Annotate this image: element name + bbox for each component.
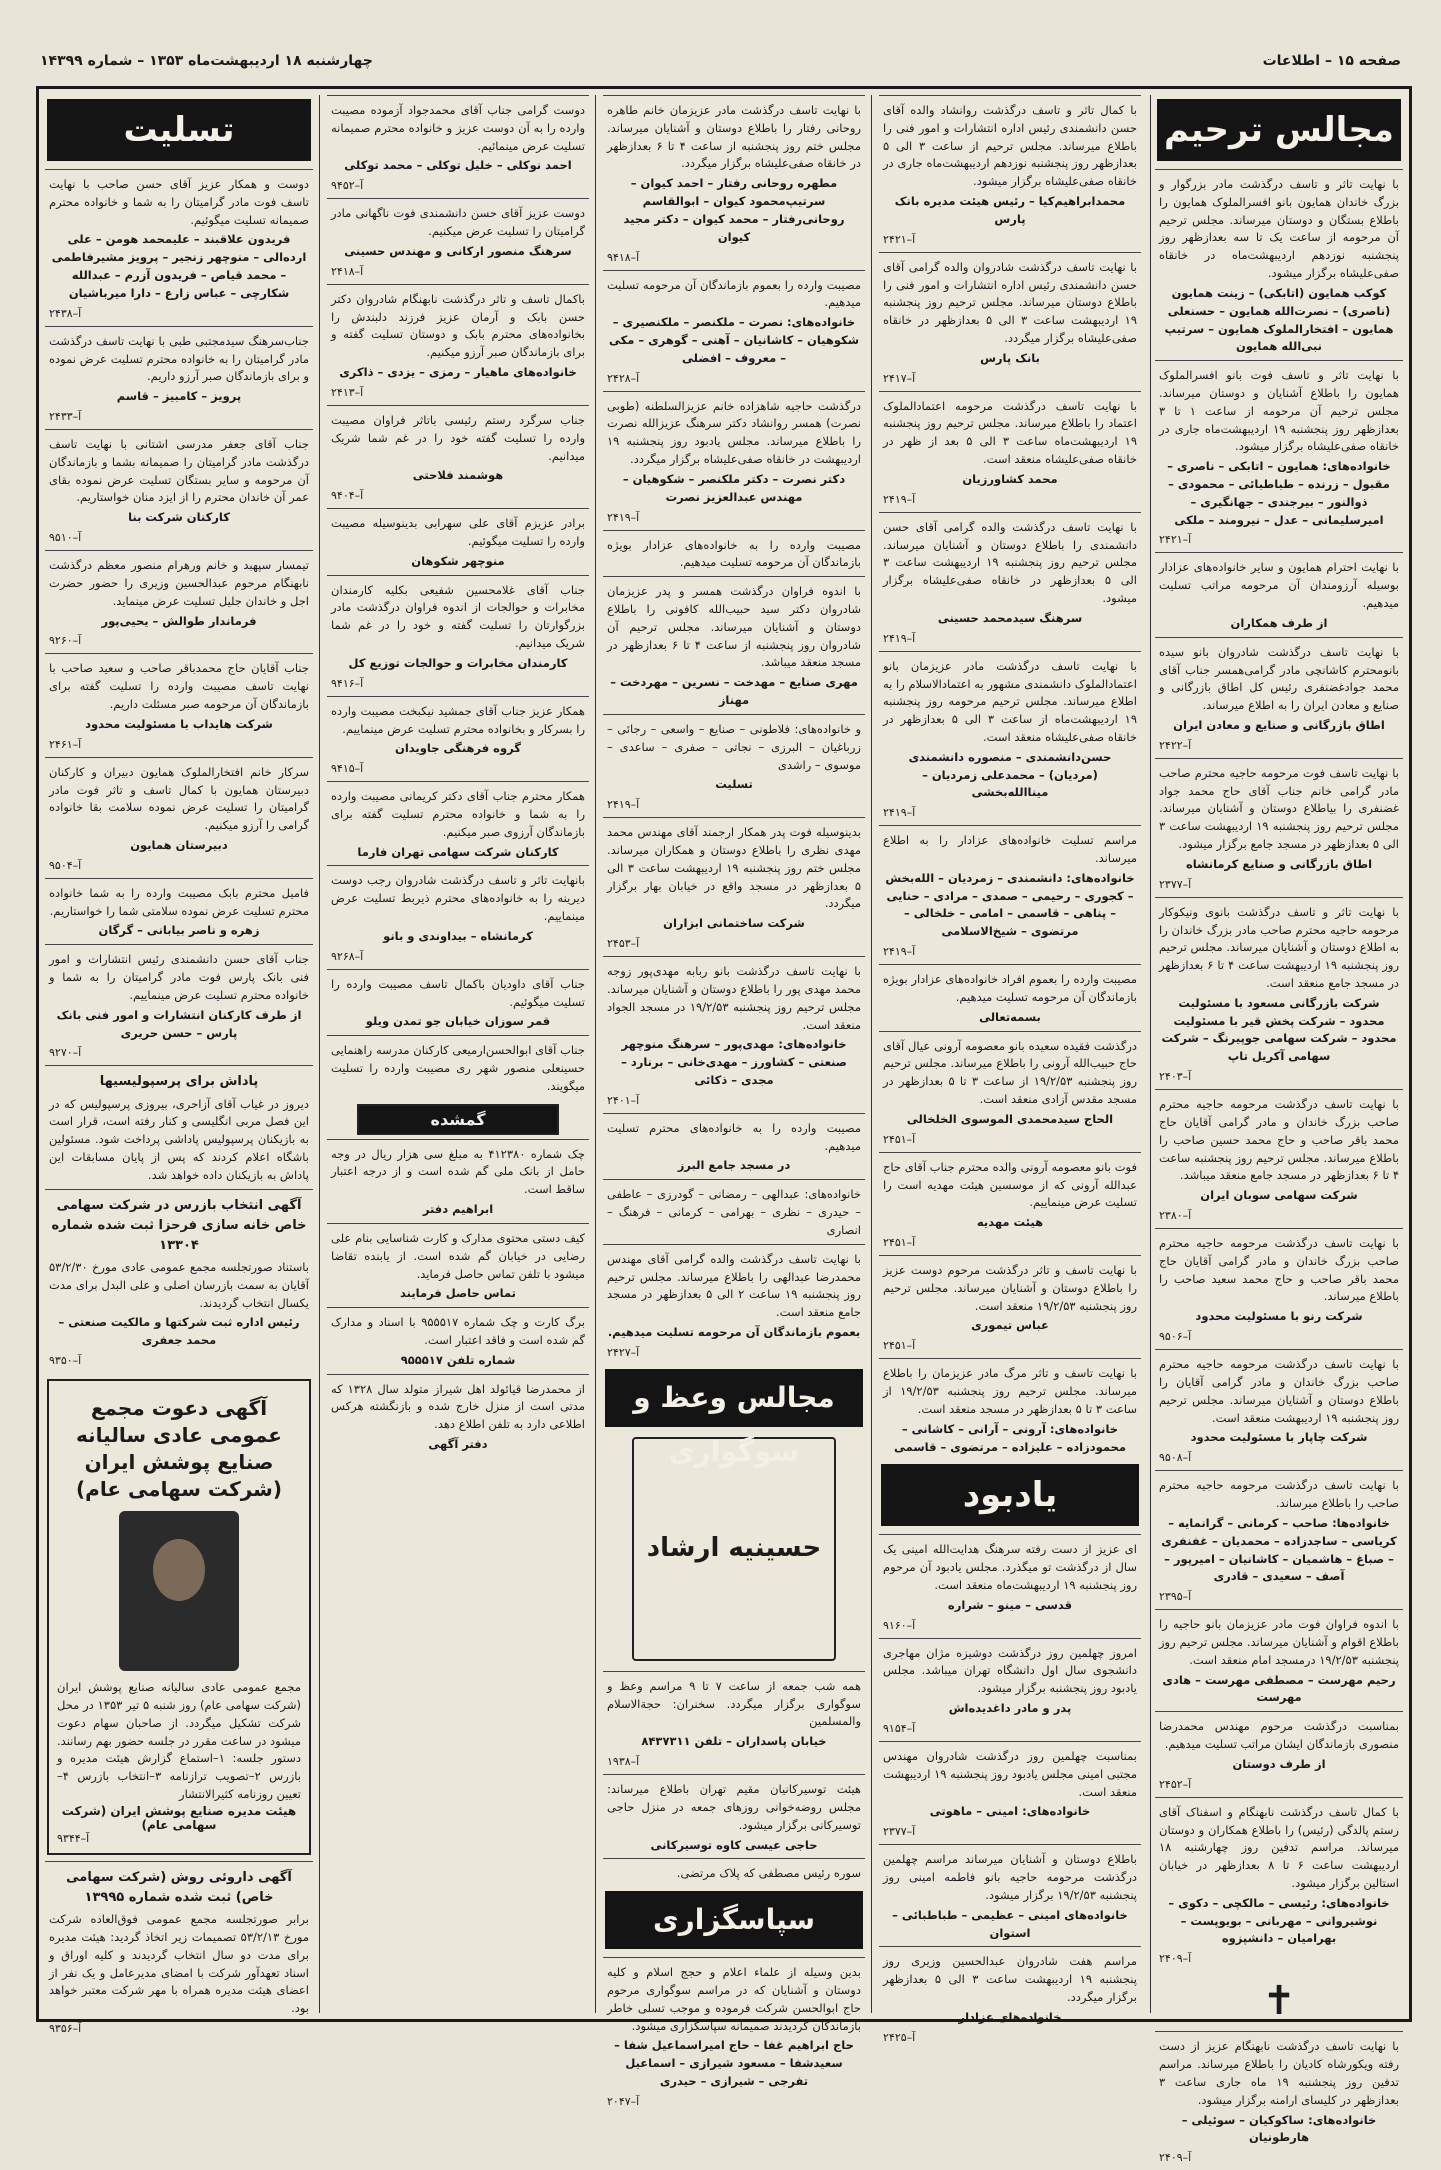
notice: ای عزیز از دست رفته سرهنگ هدایت‌الله امینی یک سال از درگذشت تو میگذرد. مجلس یادبود آن مرحوم روز پنجشنبه ۱۹ اردیبهشت‌ماه منعقد است. قدسی – مینو – شراره آ–۹۱۶۰ (879, 1534, 1141, 1637)
section-title-thanks: سپاسگزاری (605, 1891, 863, 1949)
notice: بدین وسیله از علماء اعلام و حجج اسلام و کلیه دوستان و آشنایان که در مراسم سوگواری مرحوم حاج ابوالحسن شرکت فرموده و موجب تسلی خاطر بازماندگان گردیدند صمیمانه سپاسگزاری میشود. حاج ابراهیم غفا – حاج امیراسماعیل شفا – سعیدشفا – مسعود شیرازی – اسماعیل تفرجی – شیرازی – حیدری آ–۲۰۴۷ (603, 1957, 865, 2114)
notice: با نهایت تاسف درگذشت مرحومه حاجیه محترم صاحب بزرگ خاندان و مادر گرامی آقایان را باطلاع دوستان و آشنایان میرساند. مجلس ترحیم روز پنجشنبه ۱۹ اردیبهشت منعقد است. شرکت چاپار با مسئولیت محدود آ–۹۵۰۸ (1155, 1349, 1403, 1470)
notice: جناب آقای جعفر مدرسی اشتانی با نهایت تاسف درگذشت مادر گرامیتان را صمیمانه بشما و بازماندگان آن مرحومه و سایر بستگان تسلیت عرض نموده بقای عمر آن خاندان محترم را از ایزد منان خواستاریم. کارکنان شرکت بنا آ–۹۵۱۰ (45, 429, 313, 550)
page-header (40, 46, 1401, 76)
notice: با نهایت تاسف درگذشت والده گرامی آقای حسن دانشمندی را باطلاع دوستان و آشنایان میرساند. مجلس ترحیم روز پنجشنبه ۱۹ اردیبهشت ساعت ۳ الی ۵ بعدازظهر در خانقاه صفی‌علیشاه برگزار میشود. سرهنگ سیدمحمد حسینی آ–۲۴۱۹ (879, 512, 1141, 651)
notice: باطلاع دوستان و آشنایان میرساند مراسم چهلمین درگذشت مرحومه حاجیه بانو فاطمه امینی روز پنجشنبه ۱۹/۲/۵۳ برگزار میشود. خانواده‌های امینی – عظیمی – طباطبائی – استوان (879, 1844, 1141, 1946)
notice: از محمدرضا قیائولد اهل شیراز متولد سال ۱۳۲۸ که مدتی است از منزل خارج شده و بازنگشته هرکس اطلاعی دارد به تلفن اطلاع دهد. دفتر آگهی (327, 1374, 589, 1458)
notice: مصیبت وارده را به خانواده‌های محترم تسلیت میدهیم. در مسجد جامع البرز (603, 1113, 865, 1179)
notice: با نهایت تاسف درگذشت مرحومه حاجیه محترم صاحب بزرگ خاندان و مادر گرامی آقایان حاج محمد باقر صاحب و حاج محمد حسین صاحب را باطلاع میرساند. مجلس ترحیم روز پنجشنبه ساعت ۴ تا ۶ بعدازظهر در مسجد جامع منعقد میباشد. شرکت سهامی سوبان ایران آ–۲۳۸۰ (1155, 1089, 1403, 1228)
notice: جناب آقای غلامحسین شفیعی بکلیه کارمندان مخابرات و حوالجات از اندوه فراوان درگذشت مادر بزرگوارتان را تسلیت گفته و خود را در غم شما شریک میدانیم. کارمندان مخابرات و حوالجات توزیع کل آ–۹۴۱۶ (327, 575, 589, 696)
column-condolences-2 (327, 95, 589, 2013)
calligraphy-emblem: حسینیه ارشاد (632, 1437, 836, 1661)
notice: درگذشت حاجیه شاهزاده خانم عزیزالسلطنه (طوبی نصرت) همسر روانشاد دکتر سرهنگ عزیزالله نصرت را باطلاع میرساند. مجلس یادبود روز پنجشنبه ۱۹ اردیبهشت در خانقاه صفی‌علیشاه برگزار میگردد. دکتر نصرت – دکتر ملکنصر – شکوهیان – مهندس عبدالعزیز نصرت آ–۲۴۱۹ (603, 391, 865, 530)
page-number: صفحه ۱۵ – اطلاعات (1262, 53, 1401, 69)
notice: با نهایت تاسف درگذشت والده گرامی آقای مهندس محمدرضا عبدالهی را باطلاع میرساند. مجلس ترحیم روز پنجشنبه ۱۹ ساعت ۲ الی ۵ بعدازظهر در مسجد جامع منعقد است. بعموم بازماندگان آن مرحومه تسلیت میدهیم. آ–۲۴۲۷ (603, 1244, 865, 1365)
column-memorials (1155, 95, 1403, 2165)
column-notices-3 (603, 95, 865, 2108)
notice: هیئت توسیرکانیان مقیم تهران باطلاع میرساند: مجلس روضه‌خوانی روزهای جمعه در منزل حاجی توسیرکانی برگزار میشود. حاجی عیسی کاوه توسیرکانی (603, 1774, 865, 1858)
notice: امروز چهلمین روز درگذشت دوشیزه مژان مهاجری دانشجوی سال اول دانشگاه تهران میباشد. مجلس یادبود روز پنجشنبه برگزار میشود. پدر و مادر داغدیده‌اش آ–۹۱۵۴ (879, 1638, 1141, 1741)
notice: با نهایت تاسف فوت مرحومه حاجیه محترم صاحب مادر گرامی خانم جناب آقای حاج محمد جواد غضنفری را بیاطلاع دوستان و آشنایان میرساند. مجلس ترحیم روز پنجشنبه ۱۹ اردیبهشت ساعت ۳ الی ۵ بعدازظهر در مسجد جامع برگزار میشود. اطاق بازرگانی و صنایع کرمانشاه آ–۲۳۷۷ (1155, 758, 1403, 897)
column-notices-2 (879, 95, 1141, 2044)
notice: با اندوه فراوان فوت مادر عزیزمان بانو حاجیه را باطلاع اقوام و آشنایان میرساند. مجلس ترحیم روز پنجشنبه ۱۹/۲/۵۳ درمسجد امام منعقد است. رحیم مهرست – مصطفی مهرست – هادی مهرست (1155, 1609, 1403, 1711)
notice: با کمال تاثر و تاسف درگذشت روانشاد والده آقای حسن دانشمندی رئیس اداره انتشارات و امور فنی را باطلاع میرساند. مجلس ترحیم از ساعت ۳ الی ۵ بعدازظهر روز پنجشنبه نوزدهم اردیبهشت‌ماه جاری در خانقاه صفی‌علیشاه برگزار میشود. محمدابراهیم‌کیا – رئیس هیئت مدیره بانک پارس آ–۲۴۲۱ (879, 95, 1141, 252)
notice: مصیبت وارده را به خانواده‌های عزادار بویژه بازماندگان آن مرحومه تسلیت میدهیم. (603, 530, 865, 577)
notice: بانهایت تاثر و تاسف درگذشت شادروان رجب دوست دیرینه را به خانواده‌های محترم ذیربط تسلیت عرض مینماییم. کرمانشاه – بیداوندی و بانو آ–۹۲۶۸ (327, 865, 589, 968)
notice: با نهایت تاثر و تاسف درگذشت بانوی ونیکوکار مرحومه حاجیه محترم صاحب مادر بزرگ خاندان را به اطلاع دوستان و آشنایان میرساند. مجلس ترحیم روز پنجشنبه ۱۹ اردیبهشت ساعت ۴ تا ۶ بعدازظهر در مسجد جامع منعقد است. شرکت بازرگانی مسعود با مسئولیت محدود – شرکت پخش قیر با مسئولیت محدود – شرکت سهامی جوپیرنگ – شرکت سهامی آکریل تاپ آ–۲۴۰۳ (1155, 897, 1403, 1089)
notice: فوت بانو معصومه آرونی والده محترم جناب آقای حاج عبدالله آرونی که از موسسین هیئت مهدیه است را تسلیت عرض مینماییم. هیئت مهدیه آ–۲۴۵۱ (879, 1152, 1141, 1255)
ad-title: آگهی دعوت مجمع عمومی عادی سالیانه صنایع پوشش ایران (شرکت سهامی عام) (76, 1396, 282, 1502)
notice: با نهایت تاسف و تاثر مرگ مادر عزیزمان را باطلاع میرساند. مجلس ترحیم روز پنجشنبه ۱۹/۲/۵۳ از ساعت ۳ تا ۵ بعدازظهر در مسجد منعقد است. خانواده‌های: آرونی – آرانی – کاشانی – محمودزاده – علیزاده – مرتضوی – قاسمی (879, 1358, 1141, 1460)
notice: با نهایت تاسف درگذشت مرحومه حاجیه محترم صاحب بزرگ خاندان و مادر گرامی آقایان حاج محمد باقر صاحب و حاج محمد سعید صاحب را باطلاع میرساند. شرکت رنو با مسئولیت محدود آ–۹۵۰۶ (1155, 1228, 1403, 1349)
portrait-photo (119, 1511, 239, 1671)
notice: مراسم تسلیت خانواده‌های عزادار را به اطلاع میرساند. خانواده‌های: دانشمندی – زمردیان – الله‌بخش – کجوری – رحیمی – صمدی – مرادی – حنایی – پناهی – قاسمی – امامی – خلخالی – مرتضوی – شیخ‌الاسلامی آ–۲۴۱۹ (879, 825, 1141, 964)
issue-date: چهارشنبه ۱۸ اردیبهشت‌ماه ۱۳۵۳ – شماره ۱۴۳۹۹ (40, 53, 373, 69)
notice: دوست گرامی جناب آقای محمدجواد آزموده مصیبت وارده را به آن دوست عزیز و خانواده محترم صمیمانه تسلیت عرض مینمائیم. احمد نوکلی – خلیل توکلی – محمد توکلی آ–۹۴۵۲ (327, 95, 589, 198)
notice: دوست و همکار عزیز آقای حسن صاحب با نهایت تاسف فوت مادر گرامیتان را به شما و خانواده محترم صمیمانه تسلیت میگوئیم. فریدون علاقبند – علیمحمد هومن – علی ارده‌الی – منوچهر زنجیر – پرویز مشیرفاطمی – محمد قیاص – فریدون آزرم – عبدالله شکارچی – عباس زارع – دارا میرباشیان آ–۲۴۳۸ (45, 169, 313, 326)
legal-notice: آگهی انتخاب بازرس در شرکت سهامی خاص خانه سازی فرحزا ثبت شده شماره ۱۳۳۰۴ باستناد صورتجلسه مجمع عمومی عادی مورخ ۵۳/۲/۳۰ آقایان به سمت بازرسان اصلی و علی البدل برای مدت یکسال انتخاب گردیدند. رئیس اداره ثبت شرکتها و مالکیت صنعتی – محمد جعفری آ–۹۳۵۰ (45, 1189, 313, 1374)
notice: کیف دستی محتوی مدارک و کارت شناسایی بنام علی رضایی در خیابان گم شده است. از یابنده تقاضا میشود با تلفن تماس حاصل فرماید. تماس حاصل فرمایند (327, 1223, 589, 1307)
notice: دوست عزیز آقای حسن دانشمندی فوت ناگهانی مادر گرامیتان را تسلیت عرض میکنیم. سرهنگ منصور ارکانی و مهندس حسینی آ–۲۴۱۸ (327, 198, 589, 283)
notice: جناب آقای داودیان باکمال تاسف مصیبت وارده را تسلیت میگوئیم. قمر سوزان خیابان جو تمدن ویلو (327, 969, 589, 1035)
notice: با نهایت تاسف درگذشت مرحومه حاجیه محترم صاحب را باطلاع میرساند. خانواده‌ها: صاحب – کرمانی – گرانمایه – کریاسی – ساجدزاده – محمدیان – غفنفری – صباغ – هاشمیان – کاشانیان – امیرپور – آصف – سعیدی – قادری آ–۲۳۹۵ (1155, 1470, 1403, 1609)
column-condolences (45, 95, 313, 2035)
notice: برگ کارت و چک شماره ۹۵۵۵۱۷ با اسناد و مدارک گم شده است و فاقد اعتبار است. شماره تلفن ۹۵۵۵۱۷ (327, 1307, 589, 1373)
notice: با نهایت تاسف و تاثر درگذشت مرحوم دوست عزیز را باطلاع دوستان و آشنایان میرساند. مجلس ترحیم روز پنجشنبه ۱۹/۲/۵۳ منعقد است. عباس تیموری آ–۲۴۵۱ (879, 1255, 1141, 1358)
notice: جناب‌سرهنگ سیدمجتبی طبی با نهایت تاسف درگذشت مادر گرامیتان را به خانواده محترم تسلیت عرض نموده و برای بازماندگان صبر آرزو داریم. پرویز – کامبیز – قاسم آ–۲۴۳۳ (45, 326, 313, 429)
notice: با نهایت تاسف درگذشت مادر عزیزمان خانم طاهره روحانی رفتار را باطلاع دوستان و آشنایان میرساند. مجلس ختم روز پنجشنبه از ساعت ۴ تا ۶ بعدازظهر در خانقاه صفی‌علیشاه برگزار میگردد. مطهره روحانی رفتار – احمد کیوان – سرتیپ‌محمود کیوان – ابوالقاسم روحانی‌رفتار – محمد کیوان – دکتر مجید کیوان آ–۹۴۱۸ (603, 95, 865, 270)
notice: بمناسبت درگذشت مرحوم مهندس محمدرضا منصوری بازماندگان ایشان مراتب تسلیت میدهیم. از طرف دوستان آ–۲۴۵۲ (1155, 1711, 1403, 1796)
notice: چک شماره ۴۱۲۳۸۰ به مبلغ سی هزار ریال در وجه حامل از بانک ملی گم شده است و از درجه اعتبار ساقط است. ابراهیم دفتر (327, 1139, 589, 1223)
notice: با نهایت تاسف درگذشت شادروان بانو سیده بانومحترم کاشانچی مادر گرامی‌همسر جناب آقای محمد جوادغضنفری رئیس کل اطاق بازرگانی و صنایع و معادن ایران را به اطلاع میرساند. اطاق بازرگانی و صنایع و معادن ایران آ–۲۴۲۲ (1155, 637, 1403, 758)
notice: با نهایت تاثر و تاسف فوت بانو افسرالملوک همایون را باطلاع آشنایان و دوستان میرساند. مجلس ترحیم آن مرحومه از ساعت ۱ تا ۳ بعدازظهر روز پنجشنبه ۱۹ اردیبهشت‌ماه جاری در خانقاه صفی‌علیشاه برگزار میشود. خانواده‌های: همایون – اتابکی – ناصری – مقبول – زرنده – طباطبائی – محمودی – ذوالنور – بیرجندی – جهانگیری – امیرسلیمانی – عدل – نیرومند – ملکی آ–۲۴۲۱ (1155, 360, 1403, 552)
section-title-remembrance: یادبود (881, 1464, 1139, 1526)
section-title-sermons: مجالس وعظ و سوگواری (605, 1369, 863, 1427)
notice: با نهایت تاسف درگذشت بانو ربابه مهدی‌پور زوجه محمد مهدی پور را باطلاع دوستان و آشنایان میرساند. مجلس ترحیم روز پنجشنبه ۱۹/۲/۵۳ در مسجد الجواد منعقد است. خانواده‌های: مهدی‌پور – سرهنگ منوچهر صنعتی – کشاورز – مهدی‌خانی – برنارد – مجدی – ذکائی آ–۲۴۰۱ (603, 956, 865, 1113)
shareholder-ad: آگهی دعوت مجمع عمومی عادی سالیانه صنایع پوشش ایران (شرکت سهامی عام) مجمع عمومی عادی سالیانه صنایع پوشش ایران (شرکت سهامی عام) روز شنبه ۵ تیر ۱۳۵۳ در محل شرکت تشکیل میگردد. از صاحبان سهام دعوت میشود در ساعت مقرر در جلسه حضور بهم رسانند. دستور جلسه: ۱–استماع گزارش هیئت مدیره و بازرس ۲–تصویب ترازنامه ۳–انتخاب بازرس ۴–تعیین روزنامه کثیرالانتشار هیئت مدیره صنایع پوشش ایران (شرکت سهامی عام) آ–۹۳۴۴ (47, 1379, 311, 1855)
obituary-page (36, 86, 1412, 2165)
notice: درگذشت فقیده سعیده بانو معصومه آرونی عیال آقای حاج حبیب‌الله آرونی را باطلاع میرساند. مجلس ترحیم روز پنجشنبه ۱۹/۲/۵۳ از ساعت ۳ تا ۵ بعدازظهر در مسجد مقدس آزادی منعقد است. الحاج سیدمحمدی الموسوی الخلخالی آ–۲۴۵۱ (879, 1031, 1141, 1152)
notice: برادر عزیزم آقای علی سهرابی بدینوسیله مصیبت وارده را تسلیت میگوئیم. منوچهر شکوهان (327, 508, 589, 574)
notice: با نهایت تاثر و تاسف درگذشت مادر بزرگوار و بزرگ خاندان همایون بانو افسرالملوک همایون را باطلاع بستگان و دوستان میرساند. مجلس ترحیم آن مرحومه از ساعت یک تا سه بعدازظهر روز پنجشنبه نوزدهم اردیبهشت‌ماه در خانقاه صفی‌علیشاه برگزار میشود. کوکب همایون (اتابکی) – زینت همایون (ناصری) – نصرت‌الله همایون – حسنعلی همایون – افتخارالملوک همایون – سرتیپ نبی‌الله همایون (1155, 169, 1403, 360)
notice: بدینوسیله فوت پدر همکار ارجمند آقای مهندس محمد مهدی نظری را باطلاع دوستان و همکاران میرساند. مجلس ختم روز پنجشنبه ۱۹ اردیبهشت ساعت ۳ الی ۵ بعدازظهر در مسجد واقع در خیابان بهار برگزار میگردد. شرکت ساختمانی ابزاران آ–۲۴۵۳ (603, 817, 865, 956)
legal-notice: آگهی داروئی روش (شرکت سهامی خاص) ثبت شده شماره ۱۳۹۹۵ برابر صورتجلسه مجمع عمومی فوق‌العاده شرکت مورخ ۵۳/۲/۱۳ تصمیمات زیر اتخاذ گردید: هیئت مدیره برای مدت دو سال انتخاب گردیدند و کلیه اوراق و اسناد تعهدآور شرکت با امضای مدیرعامل و یک نفر از اعضای هیئت مدیره همراه با مهر شرکت معتبر خواهد بود. آ–۹۳۵۶ (45, 1861, 313, 2041)
notice: مراسم هفت شادروان عبدالحسین وزیری روز پنجشنبه ۱۹ اردیبهشت ساعت ۳ الی ۵ بعدازظهر برگزار میگردد. خانواده‌های عزادار آ–۲۴۲۵ (879, 1946, 1141, 2049)
notice: جناب آقای ابوالحسن‌ارمیعی کارکنان مدرسه راهنمایی حسینعلی منصور شهر ری مصیبت وارده را تسلیت میگویند. (327, 1035, 589, 1099)
notice: سرکار خانم افتخارالملوک همایون دبیران و کارکنان دبیرستان همایون با کمال تاسف و تاثر فوت مادر گرامیتان را تسلیت عرض نموده سلامت بقا خانواده گرامی را آرزو میکنیم. دبیرستان همایون آ–۹۵۰۴ (45, 757, 313, 878)
notice: مصیبت وارده را بعموم افراد خانواده‌های عزادار بویژه بازماندگان آن مرحومه تسلیت میدهیم. بسمه‌تعالی (879, 964, 1141, 1030)
notice: با نهایت تاسف درگذشت شادروان والده گرامی آقای حسن دانشمندی رئیس اداره انتشارات و امور فنی را باطلاع دوستان میرساند. مجلس ترحیم روز پنجشنبه ۱۹ اردیبهشت ساعت ۳ الی ۵ بعدازظهر در خانقاه صفی‌علیشاه برگزار میگردد. بانک پارس آ–۲۴۱۷ (879, 252, 1141, 391)
notice: تیمسار سپهبد و خانم ورهرام منصور معظم درگذشت نابهنگام مرحوم عبدالحسین وزیری را حضور حضرت اجل و خاندان جلیل تسلیت عرض مینماید. فرماندار طوالش – یحیی‌پور آ–۹۲۶۰ (45, 550, 313, 653)
notice: با نهایت احترام همایون و سایر خانواده‌های عزادار بوسیله آرزومندان آن مرحومه مراتب تسلیت میدهیم. از طرف همکاران (1155, 552, 1403, 636)
notice: خانواده‌های: عبدالهی – رمضانی – گودرزی – عاطفی – حیدری – نظری – بهرامی – کرمانی – فرهنگ – انصاری (603, 1179, 865, 1243)
notice: همه شب جمعه از ساعت ۷ تا ۹ مراسم وعظ و سوگواری برگزار میگردد. سخنران: حجة‌الاسلام والمسلمین خیابان پاسداران – تلفن ۸۴۳۷۳۱۱ آ–۱۹۳۸ (603, 1671, 865, 1774)
notice: باکمال تاسف و تاثر درگذشت نابهنگام شادروان دکتر حسن بابک و آرمان عزیز فرزند دلبندش را بخانواده‌های محترم بابک و دوستان تسلیت گفته و برای بازماندگان صبر آرزو میکنیم. خانواده‌های ماهیار – رمزی – یزدی – ذاکری آ–۲۴۱۳ (327, 284, 589, 405)
notice: جناب آقایان حاج محمدباقر صاحب و سعید صاحب با نهایت تاسف مصیبت وارده را تسلیت گفته برای بازماندگان آن مرحومه صبر مسئلت داریم. شرکت هایداب با مسئولیت محدود آ–۲۴۶۱ (45, 653, 313, 756)
notice: همکار عزیز جناب آقای جمشید نیکبخت مصیبت وارده را بسرکار و بخانواده محترم تسلیت عرض مینماییم. گروه فرهنگی جاویدان آ–۹۴۱۵ (327, 696, 589, 781)
notice: بمناسبت چهلمین روز درگذشت شادروان مهندس مجتبی امینی مجلس یادبود روز پنجشنبه ۱۹ اردیبهشت منعقد است. خانواده‌های: امینی – ماهوتی آ–۲۳۷۷ (879, 1741, 1141, 1844)
notice: جناب آقای حسن دانشمندی رئیس انتشارات و امور فنی بانک پارس فوت مادر گرامیتان را به شما و خانواده محترم تسلیت عرض مینماییم. از طرف کارکنان انتشارات و امور فنی بانک پارس – حسن حریری آ–۹۲۷۰ (45, 944, 313, 1065)
notice: با اندوه فراوان درگذشت همسر و پدر عزیزمان شادروان دکتر سید حبیب‌الله کافونی را باطلاع دوستان و آشنایان میرساند. مجلس ترحیم آن شادروان روز پنجشنبه از ساعت ۴ تا ۶ بعدازظهر در مسجد منعقد میباشد. مهری صنایع – مهدخت – نسرین – مهردخت – مهناز (603, 576, 865, 714)
section-title-condolence: تسلیت (47, 99, 311, 161)
cross-icon: ✝ (1262, 1978, 1296, 2025)
notice: مصیبت وارده را بعموم بازماندگان آن مرحومه تسلیت میدهیم. خانواده‌های: نصرت – ملکنصر – ملکنصیری – شکوهیان – کاشانیان – آهنی – گوهری – مکی – معروف – افضلی آ–۲۴۲۸ (603, 270, 865, 391)
notice: همکار محترم جناب آقای دکتر کریمانی مصیبت وارده را به شما و خانواده محترم تسلیت گفته برای بازماندگان آرزوی صبر میکنیم. کارکنان شرکت سهامی تهران فارما (327, 781, 589, 865)
notice: فامیل محترم بابک مصیبت وارده را به شما خانواده محترم تسلیت عرض نموده سلامتی شما را خواستاریم. زهره و ناصر بیابانی – گرگان (45, 878, 313, 944)
notice: جناب سرگرد رستم رئیسی باتاثر فراوان مصیبت وارده را تسلیت گفته خود را در غم شما شریک میدانیم. هوشمند فلاحتی آ–۹۴۰۴ (327, 405, 589, 508)
section-title: مجالس ترحیم (1157, 99, 1401, 161)
notice: و خانواده‌های: فلاطونی – صنایع – واسعی – رجائی – زرباغیان – البرزی – نجاتی – صفری – ساعدی – موسوی – راشدی تسلیت آ–۲۴۱۹ (603, 714, 865, 817)
notice: با نهایت تاسف درگذشت نابهنگام عزیز از دست رفته ویکورشاه کادیان را باطلاع میرساند. مراسم تدفین روز پنجشنبه ۱۹ ماه جاری ساعت ۳ بعدازظهر در کلیسای ارامنه برگزار میشود. خانواده‌های: ساکوکیان – سوئیلی – هارطونیان آ–۲۴۰۹ (1155, 2031, 1403, 2170)
section-title-lost: گمشده (357, 1104, 559, 1135)
news-article: پاداش برای پرسپولیسیها دیروز در غیاب آقای آزاحری، بیروزی پرسپولیس که در این فصل مربی انگلیسی و کنار رفته است، قرار است به بازیکنان پرسپولیس پاداشی پرداخت شود. مسئولین باشگاه اعلام کردند که پس از پایان مسابقات این پاداش به بازیکنان داده خواهد شد. (45, 1065, 313, 1188)
notice: سوره رئیس مصطفی که پلاک مرتضی. (603, 1858, 865, 1887)
notice: با کمال تاسف درگذشت نابهنگام و اسفناک آقای رستم پالدگی (رئیس) را باطلاع همکاران و دوستان میرساند. مراسم تدفین روز چهارشنبه ۱۸ اردیبهشت ساعت ۶ تا ۸ بعدازظهر در خیابان استالین برگزار میشود. خانواده‌های: رئیسی – مالکچی – دکوی – نوشیروانی – مهربانی – بویوپست – بهرامیان – دانشپزوه آ–۲۴۰۹ (1155, 1797, 1403, 1972)
notice: با نهایت تاسف درگذشت مرحومه اعتمادالملوک اعتماد را باطلاع میرساند. مجلس ترحیم روز پنجشنبه ۱۹ اردیبهشت‌ماه ساعت ۳ الی ۵ بعد از ظهر در خانقاه صفی‌علیشاه منعقد است. محمد کشاورزیان آ–۲۴۱۹ (879, 391, 1141, 512)
notice: با نهایت تاسف درگذشت مادر عزیزمان بانو اعتمادالملوک دانشمندی مشهور به اعتمادالاسلام را به اطلاع میرساند. مجلس ترحیم مرحومه روز پنجشنبه ۱۹ اردیبهشت‌ماه از ساعت ۳ الی ۵ بعدازظهر در خانقاه صفی‌علیشاه منعقد است. حسن‌دانشمندی – منصوره دانشمندی (مردیان) – محمدعلی زمردیان – میناالله‌بخشی آ–۲۴۱۹ (879, 651, 1141, 826)
